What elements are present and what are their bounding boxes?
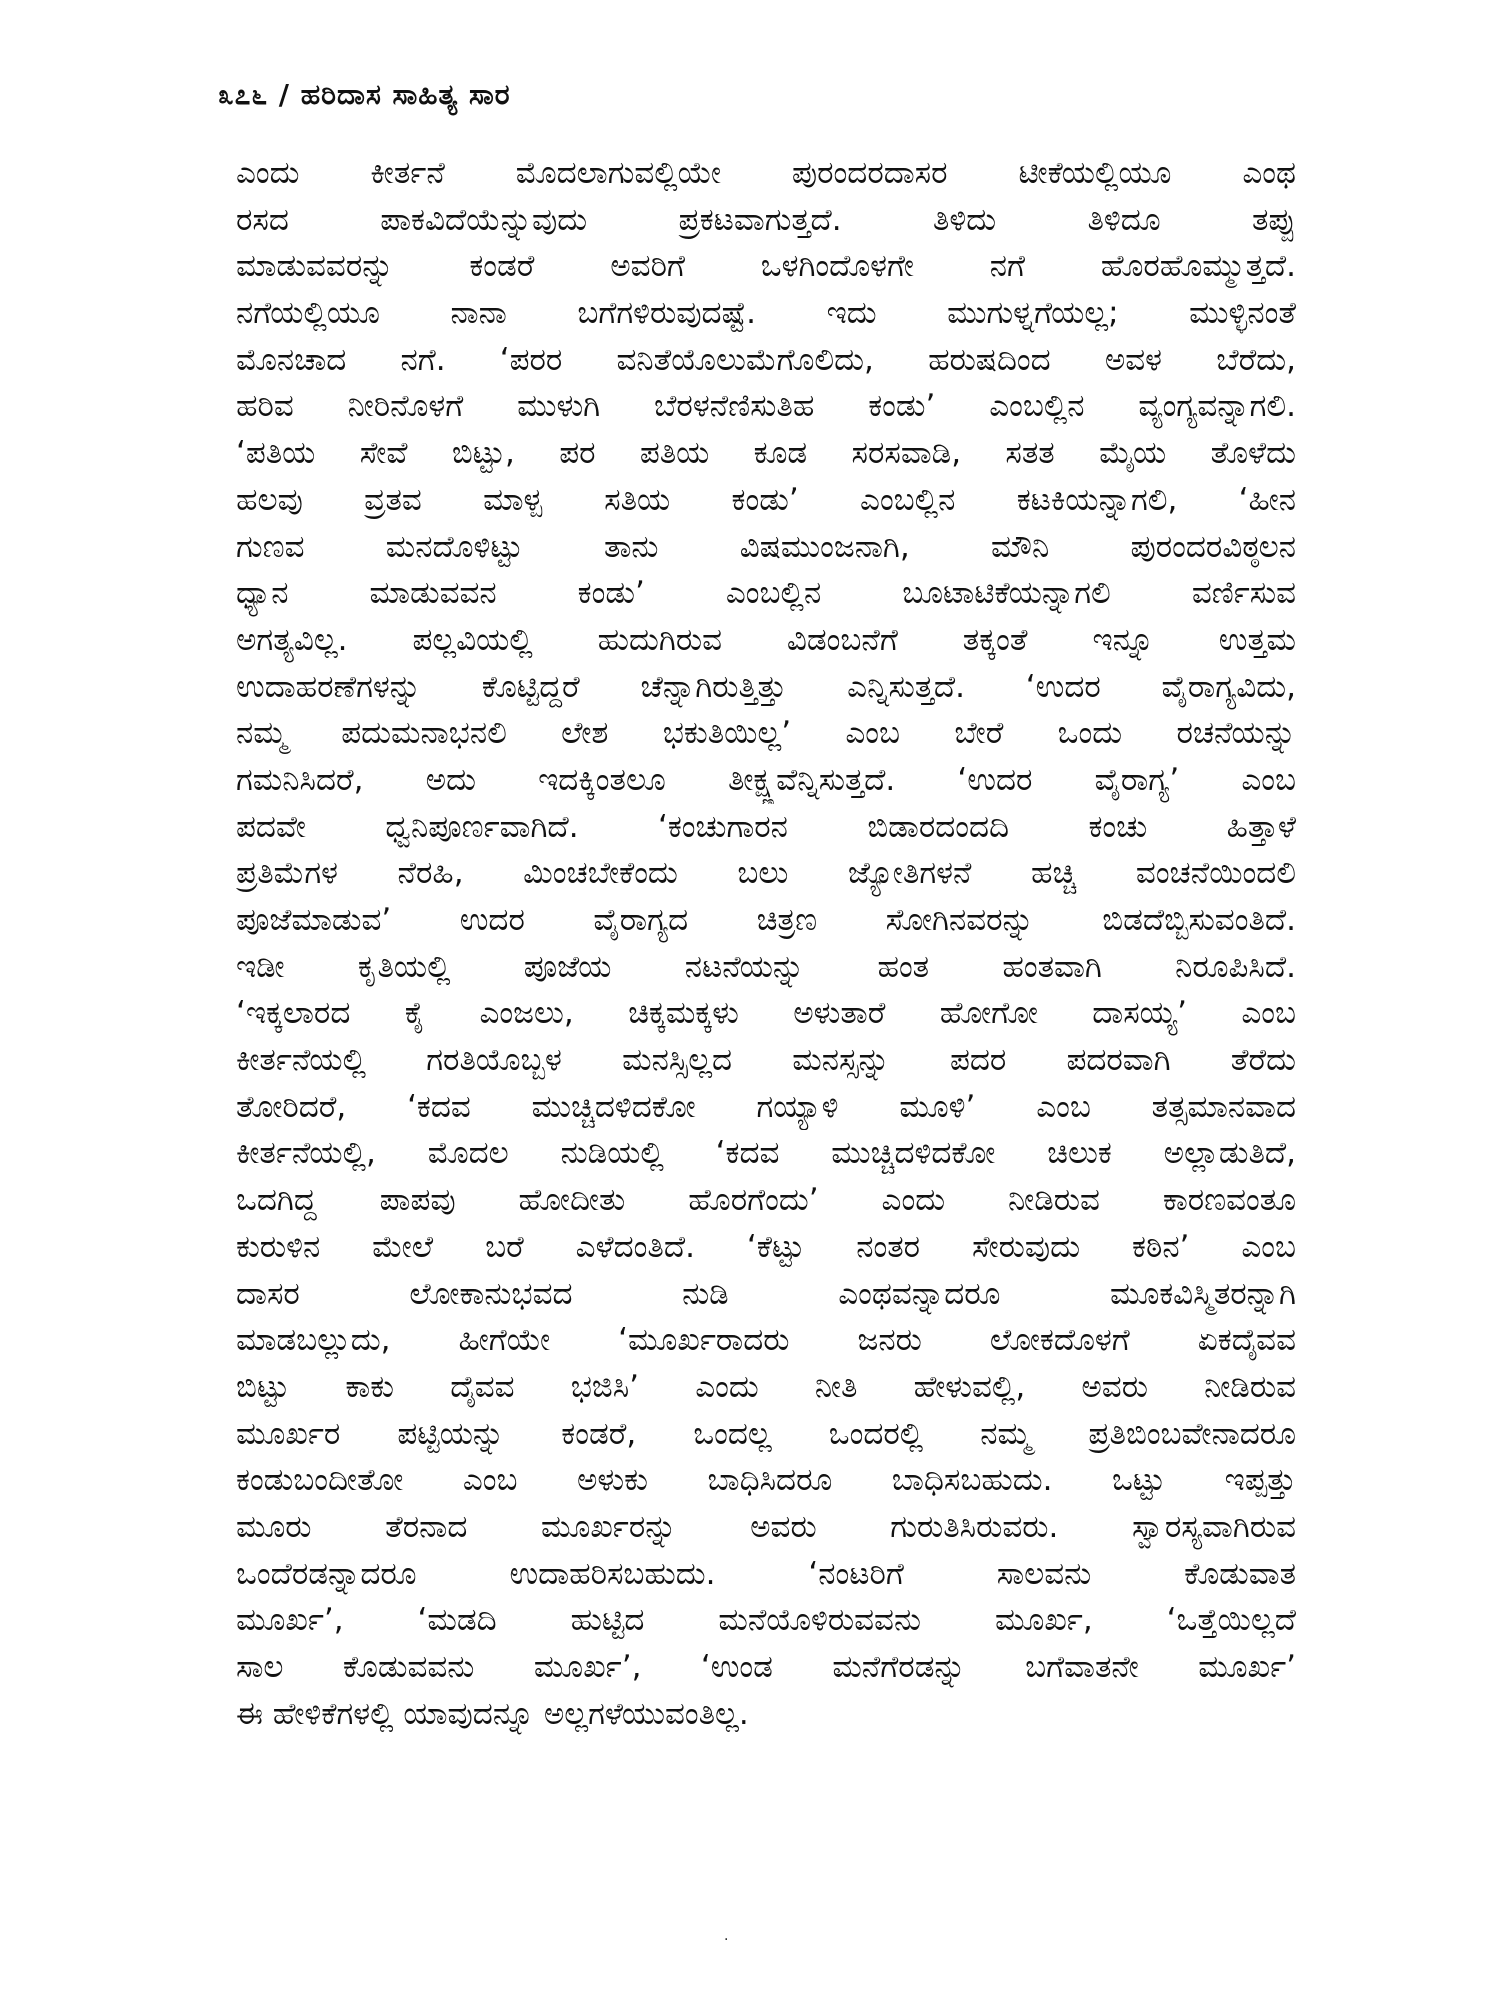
footer-mark: · — [724, 1932, 729, 1948]
text-line: ಮಾಡಬಲ್ಲುದು, ಹೀಗೆಯೇ ‘ಮೂರ್ಖರಾದರು ಜನರು ಲೋಕದೊಳಗೆ ಏಕದೈವವ — [236, 1322, 1296, 1359]
text-line: ದಾಸರ ಲೋಕಾನುಭವದ ನುಡಿ ಎಂಥವನ್ನಾದರೂ ಮೂಕವಿಸ್ಮಿತರನ್ನಾಗಿ — [236, 1275, 1296, 1312]
text-line: ಪೂಜೆಮಾಡುವ’ ಉದರ ವೈರಾಗ್ಯದ ಚಿತ್ರಣ ಸೋಗಿನವರನ್ನು ಬಿಡದೆಬ್ಬಿಸುವಂತಿದೆ. — [236, 902, 1296, 938]
text-line: ಅಗತ್ಯವಿಲ್ಲ. ಪಲ್ಲವಿಯಲ್ಲಿ ಹುದುಗಿರುವ ವಿಡಂಬನೆಗೆ ತಕ್ಕಂತೆ ಇನ್ನೂ ಉತ್ತಮ — [236, 621, 1296, 658]
text-line: ಧ್ಯಾನ ಮಾಡುವವನ ಕಂಡು’ ಎಂಬಲ್ಲಿನ ಬೂಟಾಟಿಕೆಯನ್ನಾಗಲಿ ವರ್ಣಿಸುವ — [236, 575, 1296, 612]
text-line: ನಗೆಯಲ್ಲಿಯೂ ನಾನಾ ಬಗೆಗಳಿರುವುದಷ್ಟೆ. ಇದು ಮುಗುಳ್ನಗೆಯಲ್ಲ; ಮುಳ್ಳಿನಂತೆ — [236, 295, 1296, 332]
text-line: ಎಂದು ಕೀರ್ತನೆ ಮೊದಲಾಗುವಲ್ಲಿಯೇ ಪುರಂದರದಾಸರ ಟೀಕೆಯಲ್ಲಿಯೂ ಎಂಥ — [236, 155, 1296, 191]
text-line: ಕಂಡುಬಂದೀತೋ ಎಂಬ ಅಳುಕು ಬಾಧಿಸಿದರೂ ಬಾಧಿಸಬಹುದು. ಒಟ್ಟು ಇಪ್ಪತ್ತು — [236, 1462, 1296, 1499]
text-line: ಒಂದೆರಡನ್ನಾದರೂ ಉದಾಹರಿಸಬಹುದು. ‘ನಂಟರಿಗೆ ಸಾಲವನು ಕೊಡುವಾತ — [236, 1555, 1296, 1592]
text-line: ಹರಿವ ನೀರಿನೊಳಗೆ ಮುಳುಗಿ ಬೆರಳನೆಣಿಸುತಿಹ ಕಂಡು’ ಎಂಬಲ್ಲಿನ ವ್ಯಂಗ್ಯವನ್ನಾಗಲಿ. — [236, 388, 1296, 425]
text-line: ಮೊನಚಾದ ನಗೆ. ‘ಪರರ ವನಿತೆಯೊಲುಮೆಗೊಲಿದು, ಹರುಷದಿಂದ ಅವಳ ಬೆರೆದು, — [236, 341, 1296, 378]
text-line-last: ಈ ಹೇಳಿಕೆಗಳಲ್ಲಿ ಯಾವುದನ್ನೂ ಅಲ್ಲಗಳೆಯುವಂತಿಲ್ಲ. — [236, 1695, 749, 1732]
running-header — [218, 78, 511, 112]
text-line: ಗಮನಿಸಿದರೆ, ಅದು ಇದಕ್ಕಿಂತಲೂ ತೀಕ್ಷ್ಣವೆನ್ನಿಸುತ್ತದೆ. ‘ಉದರ ವೈರಾಗ್ಯ’ ಎಂಬ — [236, 761, 1296, 798]
text-line: ‘ಪತಿಯ ಸೇವೆ ಬಿಟ್ಟು, ಪರ ಪತಿಯ ಕೂಡ ಸರಸವಾಡಿ, ಸತತ ಮೈಯ ತೊಳೆದು — [236, 435, 1296, 472]
text-line: ಮಾಡುವವರನ್ನು ಕಂಡರೆ ಅವರಿಗೆ ಒಳಗಿಂದೊಳಗೇ ನಗೆ ಹೊರಹೊಮ್ಮುತ್ತದೆ. — [236, 248, 1296, 285]
text-line: ಪ್ರತಿಮೆಗಳ ನೆರಹಿ, ಮಿಂಚಬೇಕೆಂದು ಬಲು ಜ್ಯೋತಿಗಳನೆ ಹಚ್ಚಿ ವಂಚನೆಯಿಂದಲಿ — [236, 855, 1296, 892]
header-separator: / — [278, 78, 291, 111]
text-line: ಕೀರ್ತನೆಯಲ್ಲಿ, ಮೊದಲ ನುಡಿಯಲ್ಲಿ ‘ಕದವ ಮುಚ್ಚಿದಳಿದಕೋ ಚಿಲುಕ ಅಲ್ಲಾಡುತಿದೆ, — [236, 1135, 1296, 1172]
book-title: ಹರಿದಾಸ ಸಾಹಿತ್ಯ ಸಾರ — [300, 78, 511, 111]
text-line: ನಮ್ಮ ಪದುಮನಾಭನಲಿ ಲೇಶ ಭಕುತಿಯಿಲ್ಲ’ ಎಂಬ ಬೇರೆ ಒಂದು ರಚನೆಯನ್ನು — [236, 715, 1296, 752]
text-line: ರಸದ ಪಾಕವಿದೆಯೆನ್ನುವುದು ಪ್ರಕಟವಾಗುತ್ತದೆ. ತಿಳಿದು ತಿಳಿದೂ ತಪ್ಪು — [236, 201, 1296, 238]
text-line: ಬಿಟ್ಟು ಕಾಕು ದೈವವ ಭಜಿಸಿ’ ಎಂದು ನೀತಿ ಹೇಳುವಲ್ಲಿ, ಅವರು ನೀಡಿರುವ — [236, 1368, 1296, 1405]
text-line: ಮೂರು ತೆರನಾದ ಮೂರ್ಖರನ್ನು ಅವರು ಗುರುತಿಸಿರುವರು. ಸ್ವಾರಸ್ಯವಾಗಿರುವ — [236, 1508, 1296, 1545]
text-line: ಮೂರ್ಖರ ಪಟ್ಟಿಯನ್ನು ಕಂಡರೆ, ಒಂದಲ್ಲ ಒಂದರಲ್ಲಿ ನಮ್ಮ ಪ್ರತಿಬಿಂಬವೇನಾದರೂ — [236, 1415, 1296, 1452]
text-line: ಇಡೀ ಕೃತಿಯಲ್ಲಿ ಪೂಜೆಯ ನಟನೆಯನ್ನು ಹಂತ ಹಂತವಾಗಿ ನಿರೂಪಿಸಿದೆ. — [236, 948, 1296, 985]
text-line: ಪದವೇ ಧ್ವನಿಪೂರ್ಣವಾಗಿದೆ. ‘ಕಂಚುಗಾರನ ಬಿಡಾರದಂದದಿ ಕಂಚು ಹಿತ್ತಾಳೆ — [236, 808, 1296, 845]
page-number: ೩೭೬ — [218, 78, 269, 111]
text-line: ಸಾಲ ಕೊಡುವವನು ಮೂರ್ಖ’, ‘ಉಂಡ ಮನೆಗೆರಡನ್ನು ಬಗೆವಾತನೇ ಮೂರ್ಖ’ — [236, 1649, 1296, 1685]
text-line: ಹಲವು ವ್ರತವ ಮಾಳ್ಪ ಸತಿಯ ಕಂಡು’ ಎಂಬಲ್ಲಿನ ಕಟಕಿಯನ್ನಾಗಲಿ, ‘ಹೀನ — [236, 481, 1296, 518]
text-line: ಒದಗಿದ್ದ ಪಾಪವು ಹೋದೀತು ಹೊರಗೆಂದು’ ಎಂದು ನೀಡಿರುವ ಕಾರಣವಂತೂ — [236, 1182, 1296, 1219]
text-line: ಗುಣವ ಮನದೊಳಿಟ್ಟು ತಾನು ವಿಷಮುಂಜನಾಗಿ, ಮೌನಿ ಪುರಂದರವಿಠ್ಠಲನ — [236, 528, 1296, 565]
text-line: ಕೀರ್ತನೆಯಲ್ಲಿ ಗರತಿಯೊಬ್ಬಳ ಮನಸ್ಸಿಲ್ಲದ ಮನಸ್ಸನ್ನು ಪದರ ಪದರವಾಗಿ ತೆರೆದು — [236, 1042, 1296, 1079]
text-line: ಮೂರ್ಖ’, ‘ಮಡದಿ ಹುಟ್ಟಿದ ಮನೆಯೊಳಿರುವವನು ಮೂರ್ಖ, ‘ಒತ್ತೆಯಿಲ್ಲದೆ — [236, 1602, 1296, 1639]
text-line: ಕುರುಳಿನ ಮೇಲೆ ಬರೆ ಎಳೆದಂತಿದೆ. ‘ಕೆಟ್ಟು ನಂತರ ಸೇರುವುದು ಕಠಿನ’ ಎಂಬ — [236, 1228, 1296, 1265]
text-line: ಉದಾಹರಣೆಗಳನ್ನು ಕೊಟ್ಟಿದ್ದರೆ ಚೆನ್ನಾಗಿರುತ್ತಿತ್ತು ಎನ್ನಿಸುತ್ತದೆ. ‘ಉದರ ವೈರಾಗ್ಯವಿದು, — [236, 668, 1296, 705]
text-line: ತೋರಿದರೆ, ‘ಕದವ ಮುಚ್ಚಿದಳಿದಕೋ ಗಯ್ಯಾಳಿ ಮೂಳಿ’ ಎಂಬ ತತ್ಸಮಾನವಾದ — [236, 1088, 1296, 1125]
text-line: ‘ಇಕ್ಕಲಾರದ ಕೈ ಎಂಜಲು, ಚಿಕ್ಕಮಕ್ಕಳು ಅಳುತಾರೆ ಹೋಗೋ ದಾಸಯ್ಯ’ ಎಂಬ — [236, 995, 1296, 1032]
body-paragraph — [236, 150, 1296, 1737]
